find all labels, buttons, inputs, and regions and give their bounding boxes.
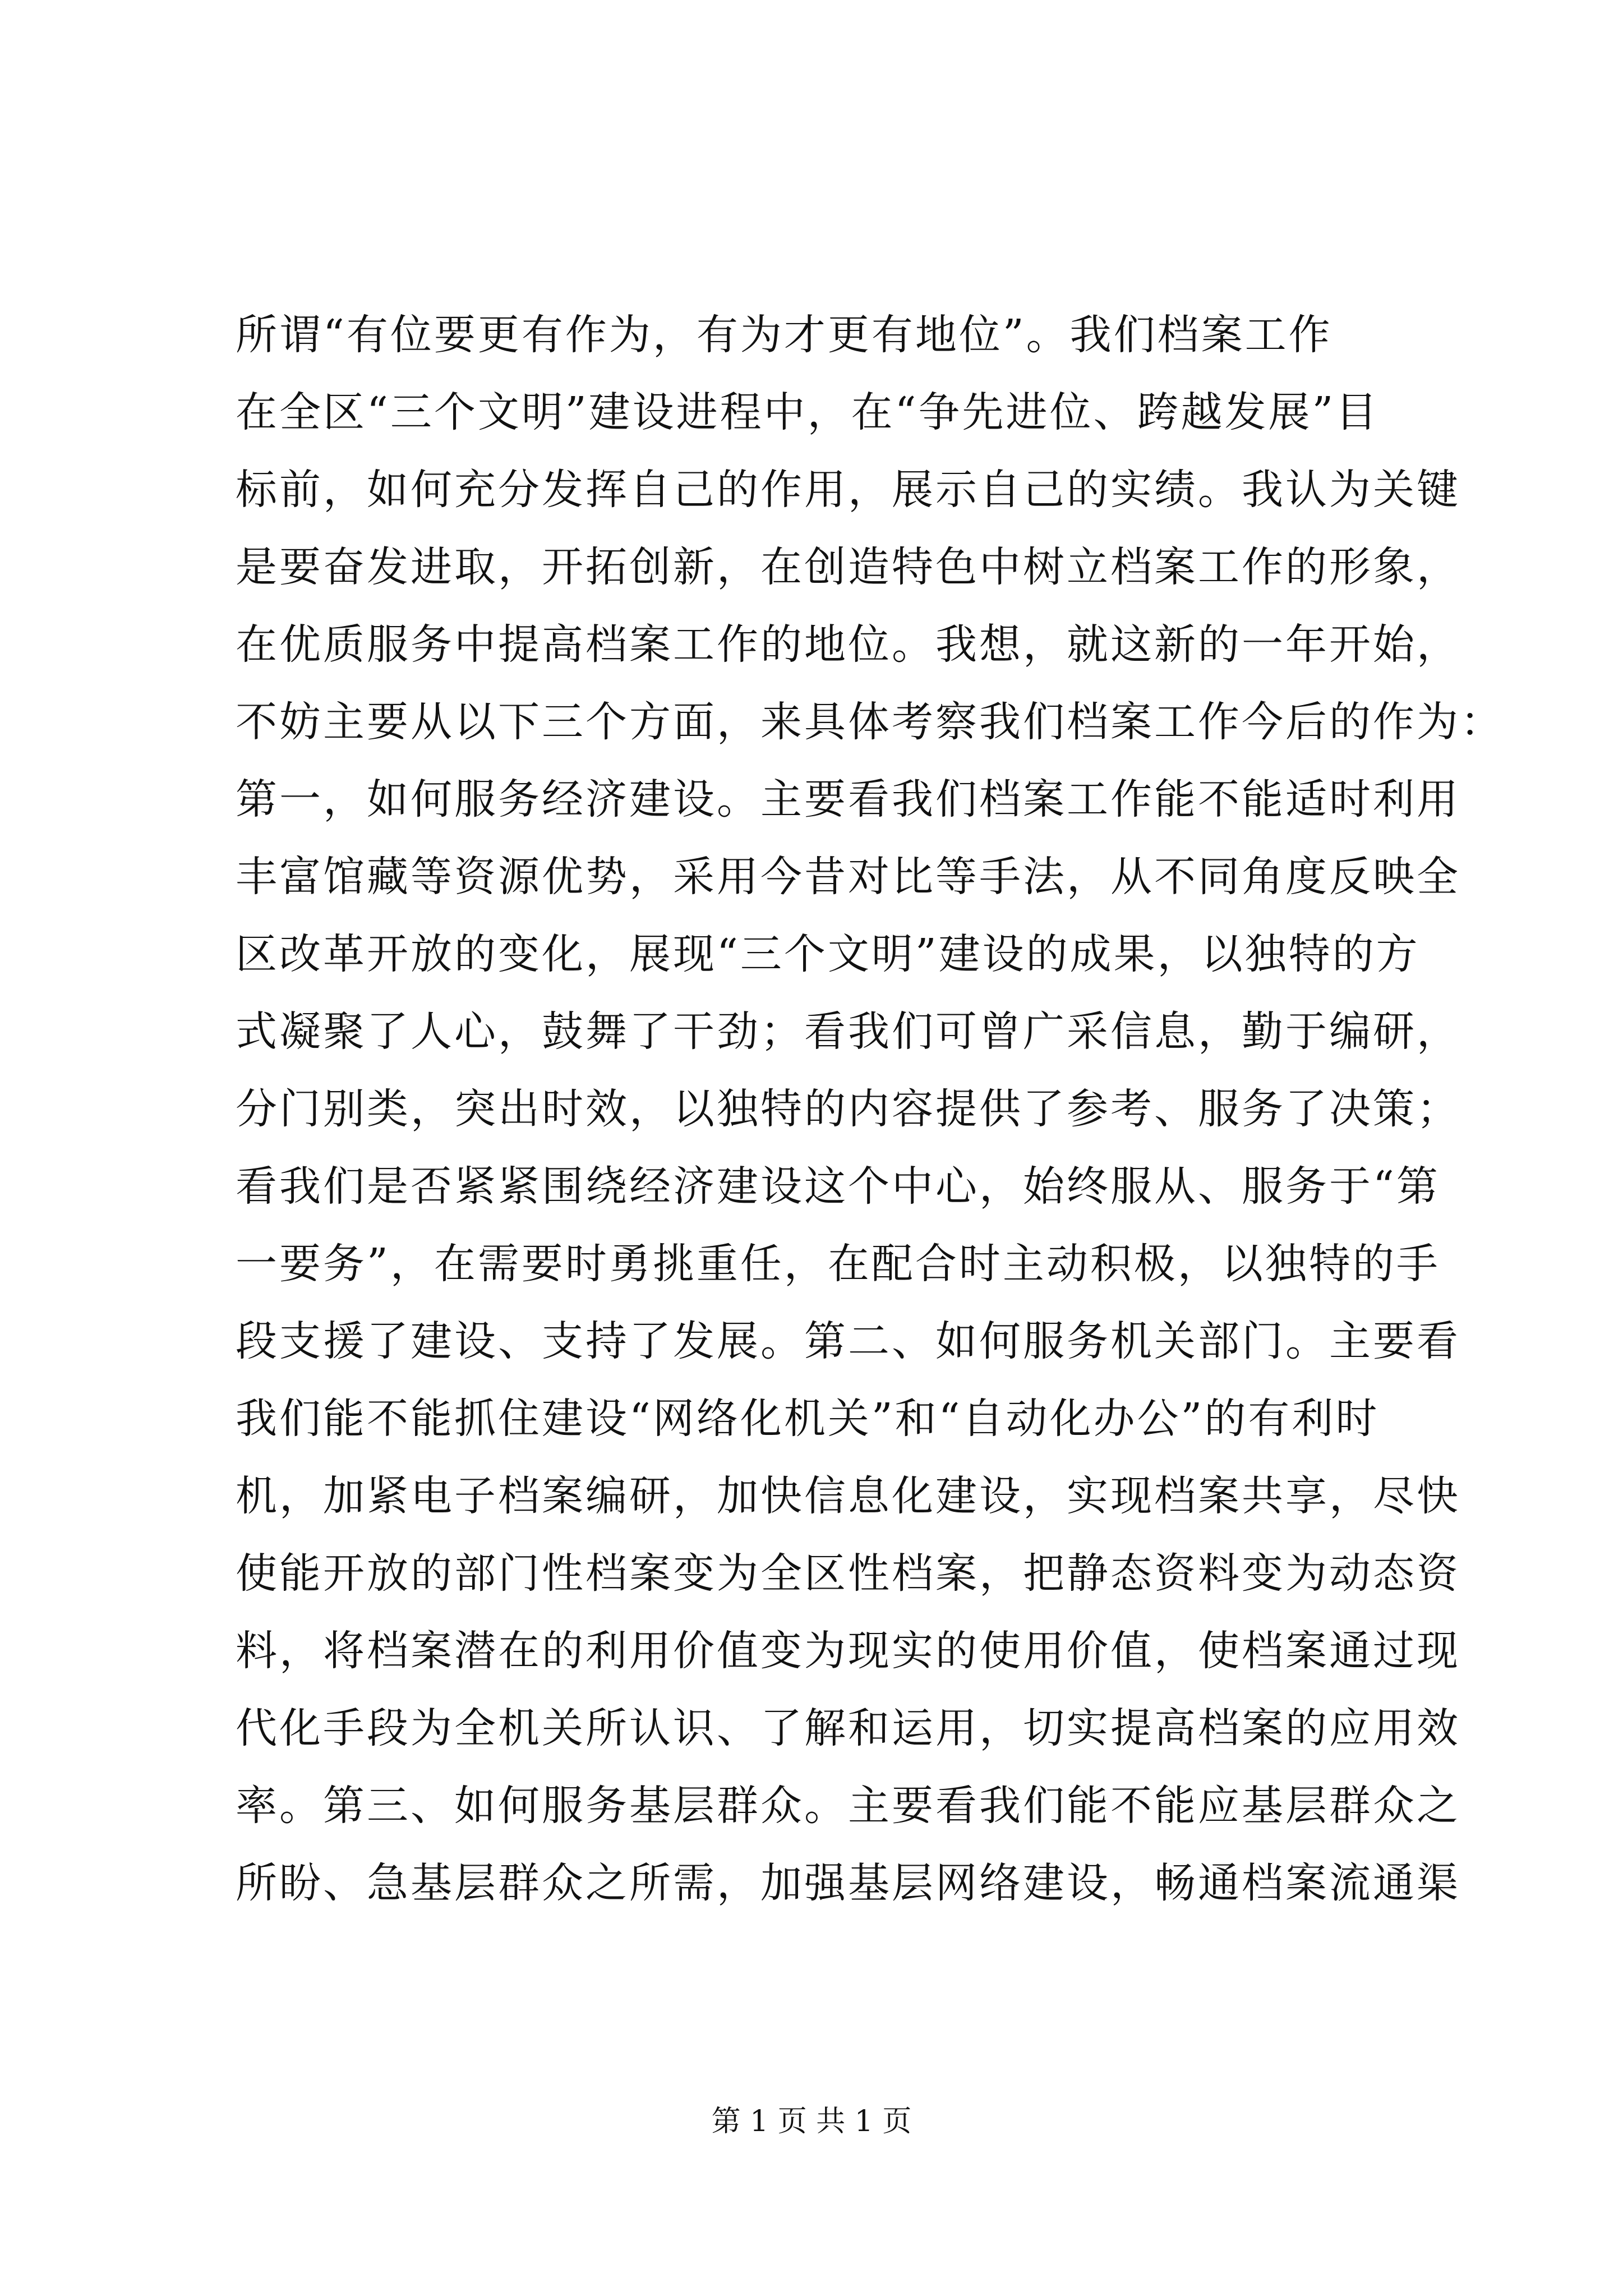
paragraph-line: 我们能不能抓住建设“网络化机关”和“自动化办公”的有利时	[236, 1395, 1380, 1443]
paragraph-line: 机，加紧电子档案编研，加快信息化建设，实现档案共享，尽快	[236, 1472, 1460, 1520]
paragraph-line: 不妨主要从以下三个方面，来具体考察我们档案工作今后的作为：	[236, 698, 1504, 746]
paragraph-line: 丰富馆藏等资源优势，采用今昔对比等手法，从不同角度反映全	[236, 853, 1460, 901]
paragraph-line: 分门别类，突出时效，以独特的内容提供了参考、服务了决策；	[236, 1085, 1460, 1133]
paragraph-line: 段支援了建设、支持了发展。第二、如何服务机关部门。主要看	[236, 1317, 1460, 1365]
paragraph-line: 看我们是否紧紧围绕经济建设这个中心，始终服从、服务于“第	[236, 1162, 1440, 1211]
paragraph-line: 第一，如何服务经济建设。主要看我们档案工作能不能适时利用	[236, 775, 1460, 823]
paragraph-line: 所谓“有位要更有作为，有为才更有地位”。我们档案工作	[236, 311, 1332, 359]
paragraph-line: 一要务”，在需要时勇挑重任，在配合时主动积极，以独特的手	[236, 1240, 1440, 1288]
page-footer	[0, 2105, 1623, 2138]
paragraph-line: 在优质服务中提高档案工作的地位。我想，就这新的一年开始，	[236, 620, 1460, 669]
paragraph-line: 率。第三、如何服务基层群众。主要看我们能不能应基层群众之	[236, 1782, 1460, 1830]
paragraph-line: 式凝聚了人心，鼓舞了干劲；看我们可曾广采信息，勤于编研，	[236, 1007, 1460, 1056]
paragraph-line: 料，将档案潜在的利用价值变为现实的使用价值，使档案通过现	[236, 1627, 1460, 1675]
paragraph-line: 在全区“三个文明”建设进程中，在“争先进位、跨越发展”目	[236, 388, 1380, 436]
paragraph-line: 所盼、急基层群众之所需，加强基层网络建设，畅通档案流通渠	[236, 1859, 1460, 1907]
paragraph-line: 标前，如何充分发挥自己的作用，展示自己的实绩。我认为关键	[236, 466, 1460, 514]
paragraph-line: 使能开放的部门性档案变为全区性档案，把静态资料变为动态资	[236, 1549, 1460, 1598]
paragraph-line: 区改革开放的变化，展现“三个文明”建设的成果，以独特的方	[236, 930, 1420, 978]
paragraph-line: 是要奋发进取，开拓创新，在创造特色中树立档案工作的形象，	[236, 543, 1460, 591]
body-paragraph	[236, 296, 1504, 1922]
page-number-label: 第 1 页 共 1 页	[711, 2105, 912, 2138]
paragraph-line: 代化手段为全机关所认识、了解和运用，切实提高档案的应用效	[236, 1704, 1460, 1752]
